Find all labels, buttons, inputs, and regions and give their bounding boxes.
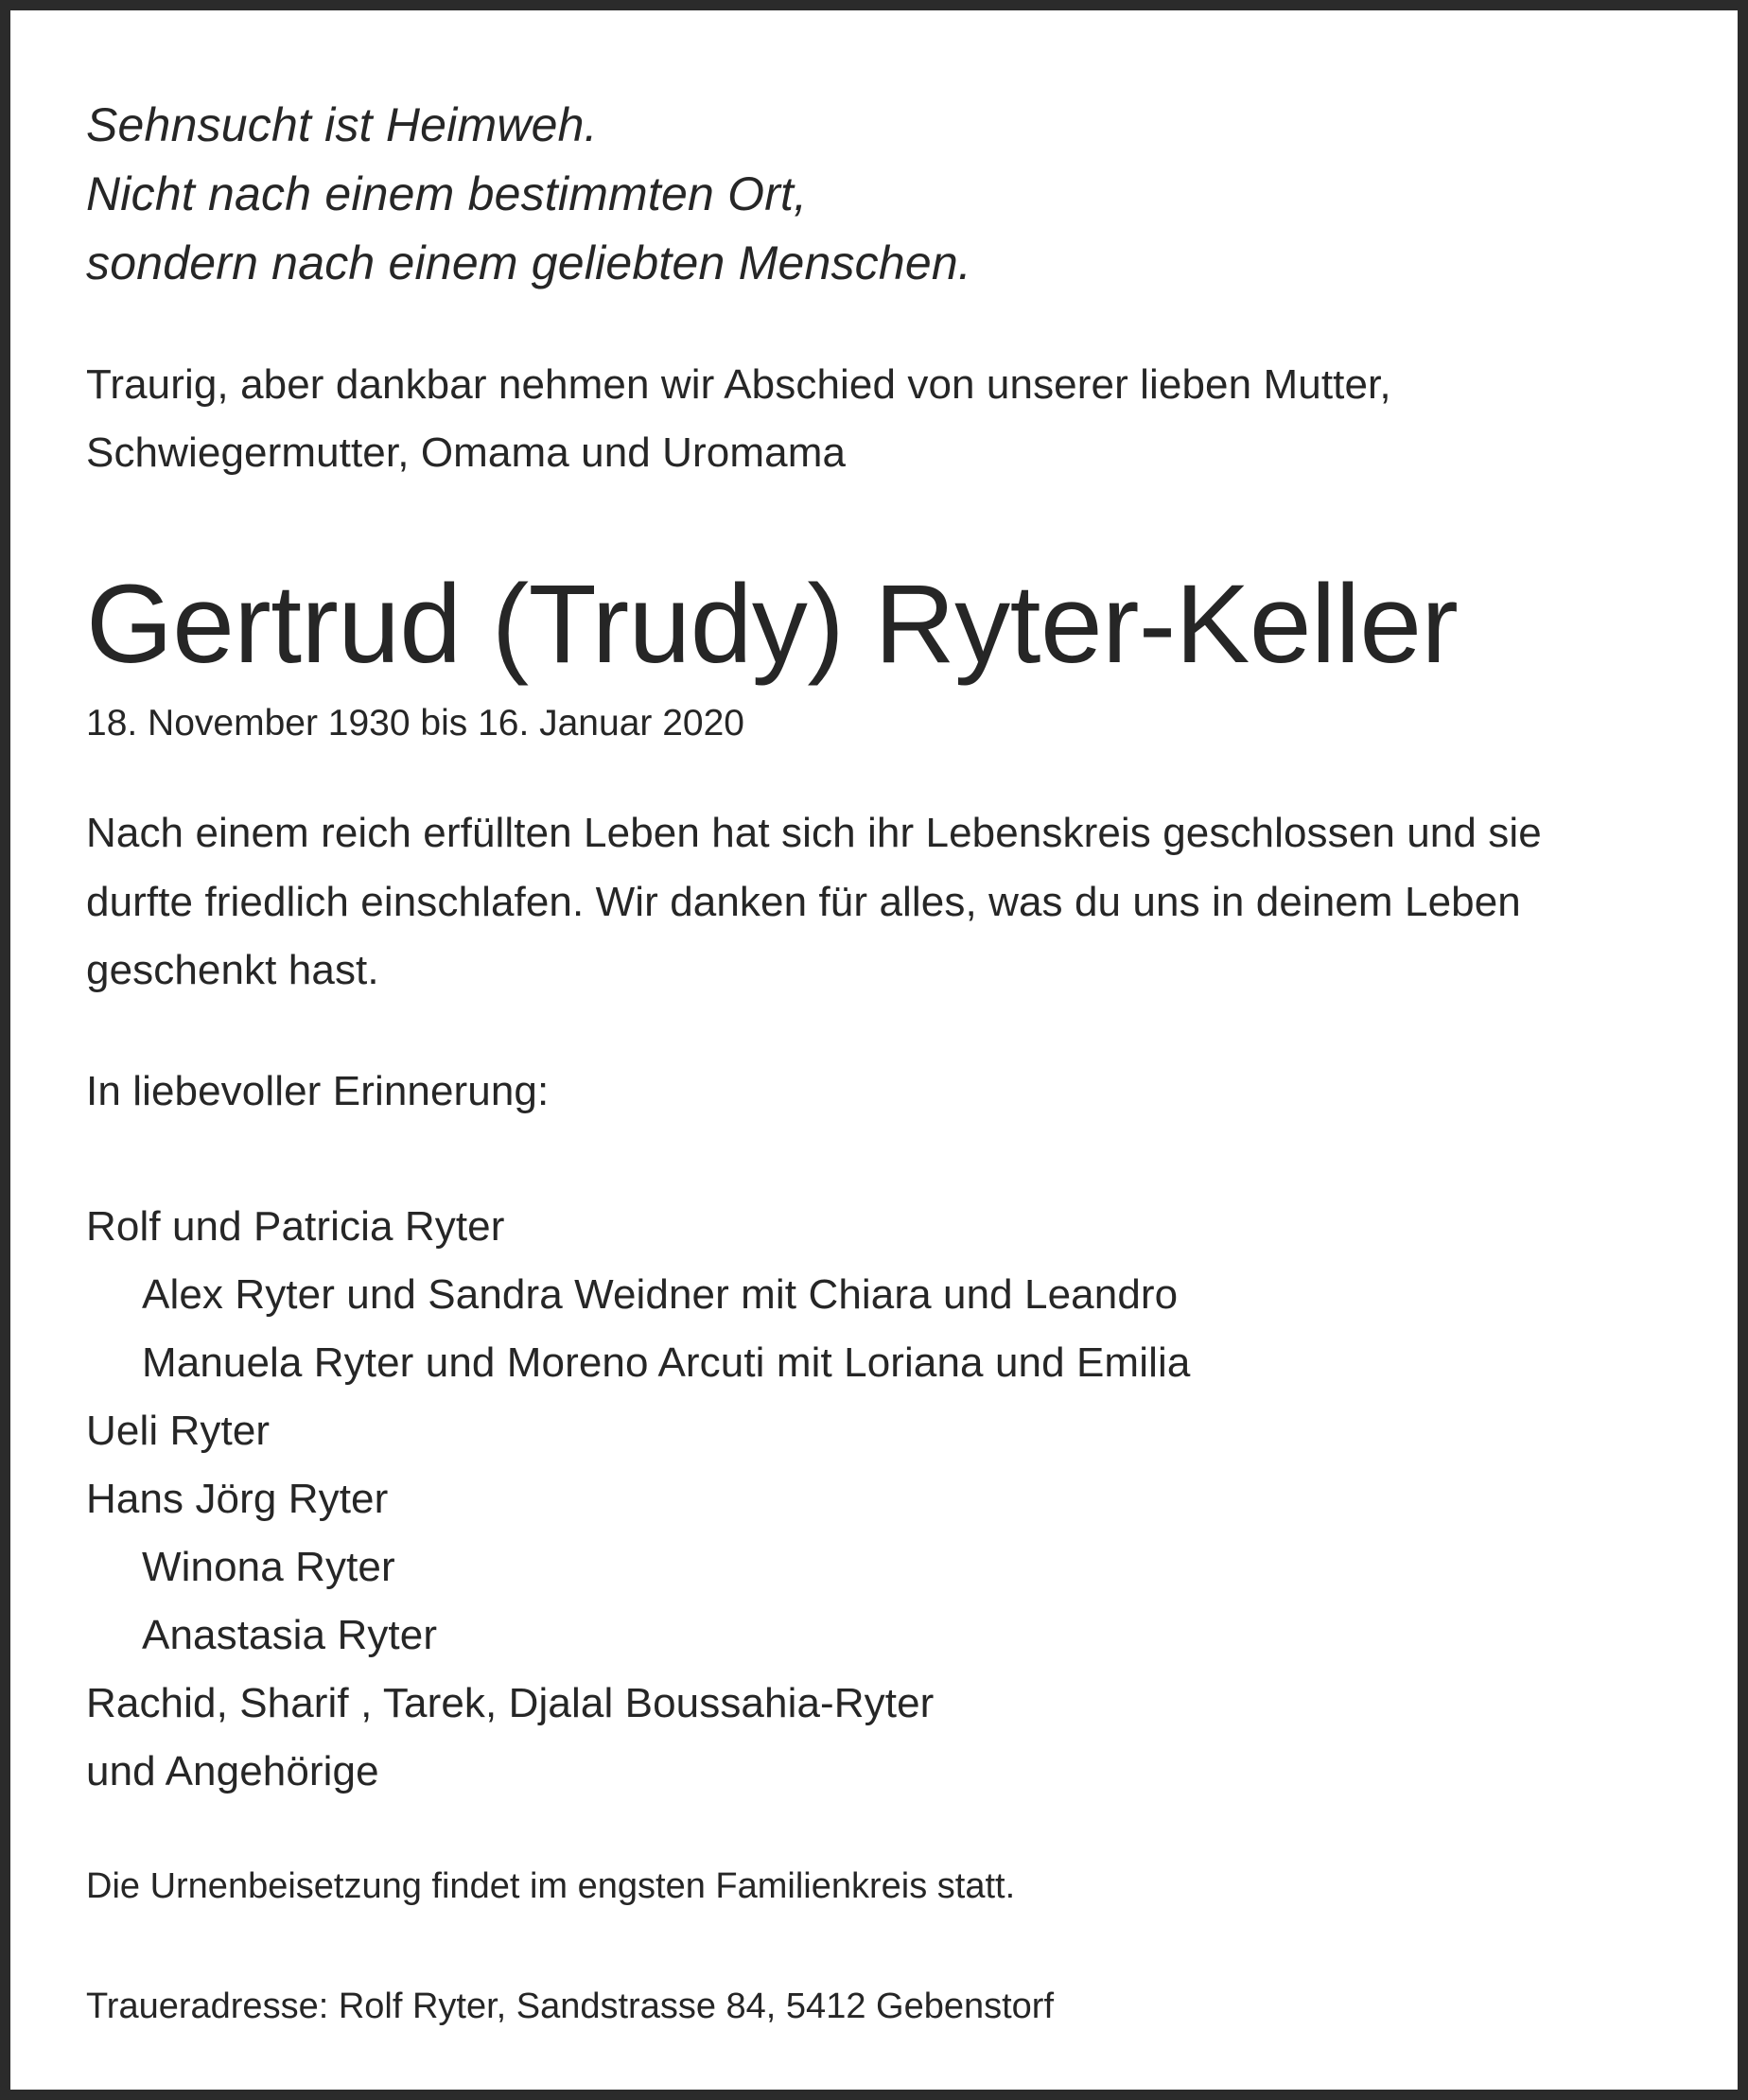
mourner-line: Rachid, Sharif , Tarek, Djalal Boussahia-Ryter: [86, 1680, 935, 1726]
mourner-line: Rolf und Patricia Ryter: [86, 1203, 505, 1250]
message-line-1: Nach einem reich erfüllten Leben hat sich ihr Lebenskreis geschlossen und sie: [86, 810, 1542, 856]
mourner-line: Anastasia Ryter: [142, 1612, 438, 1658]
message-line-3: geschenkt hast.: [86, 947, 379, 993]
motto-line-1: Sehnsucht ist Heimweh.: [86, 98, 598, 151]
remembrance-heading: In liebevoller Erinnerung:: [86, 1068, 550, 1114]
mourner-line: Alex Ryter und Sandra Weidner mit Chiara und Leandro: [142, 1271, 1179, 1318]
intro-line-2: Schwiegermutter, Omama und Uromama: [86, 429, 847, 476]
mourner-line: Ueli Ryter: [86, 1408, 271, 1454]
intro-line-1: Traurig, aber dankbar nehmen wir Abschied von unserer lieben Mutter,: [86, 361, 1391, 408]
mourner-line: und Angehörige: [86, 1748, 379, 1794]
motto-line-3: sondern nach einem geliebten Menschen.: [86, 236, 971, 289]
life-dates: 18. November 1930 bis 16. Januar 2020: [86, 703, 744, 744]
mourning-address: Traueradresse: Rolf Ryter, Sandstrasse 84, 5412 Gebenstorf: [86, 1986, 1055, 2026]
motto-line-2: Nicht nach einem bestimmten Ort,: [86, 167, 808, 220]
mourner-line: Winona Ryter: [142, 1544, 395, 1590]
mourner-line: Hans Jörg Ryter: [86, 1476, 389, 1522]
funeral-note: Die Urnenbeisetzung findet im engsten Familienkreis statt.: [86, 1866, 1016, 1906]
message-line-2: durfte friedlich einschlafen. Wir danken für alles, was du uns in deinem Leben: [86, 879, 1521, 925]
deceased-name: Gertrud (Trudy) Ryter-Keller: [86, 562, 1459, 687]
mourner-line: Manuela Ryter und Moreno Arcuti mit Loriana und Emilia: [142, 1339, 1191, 1386]
